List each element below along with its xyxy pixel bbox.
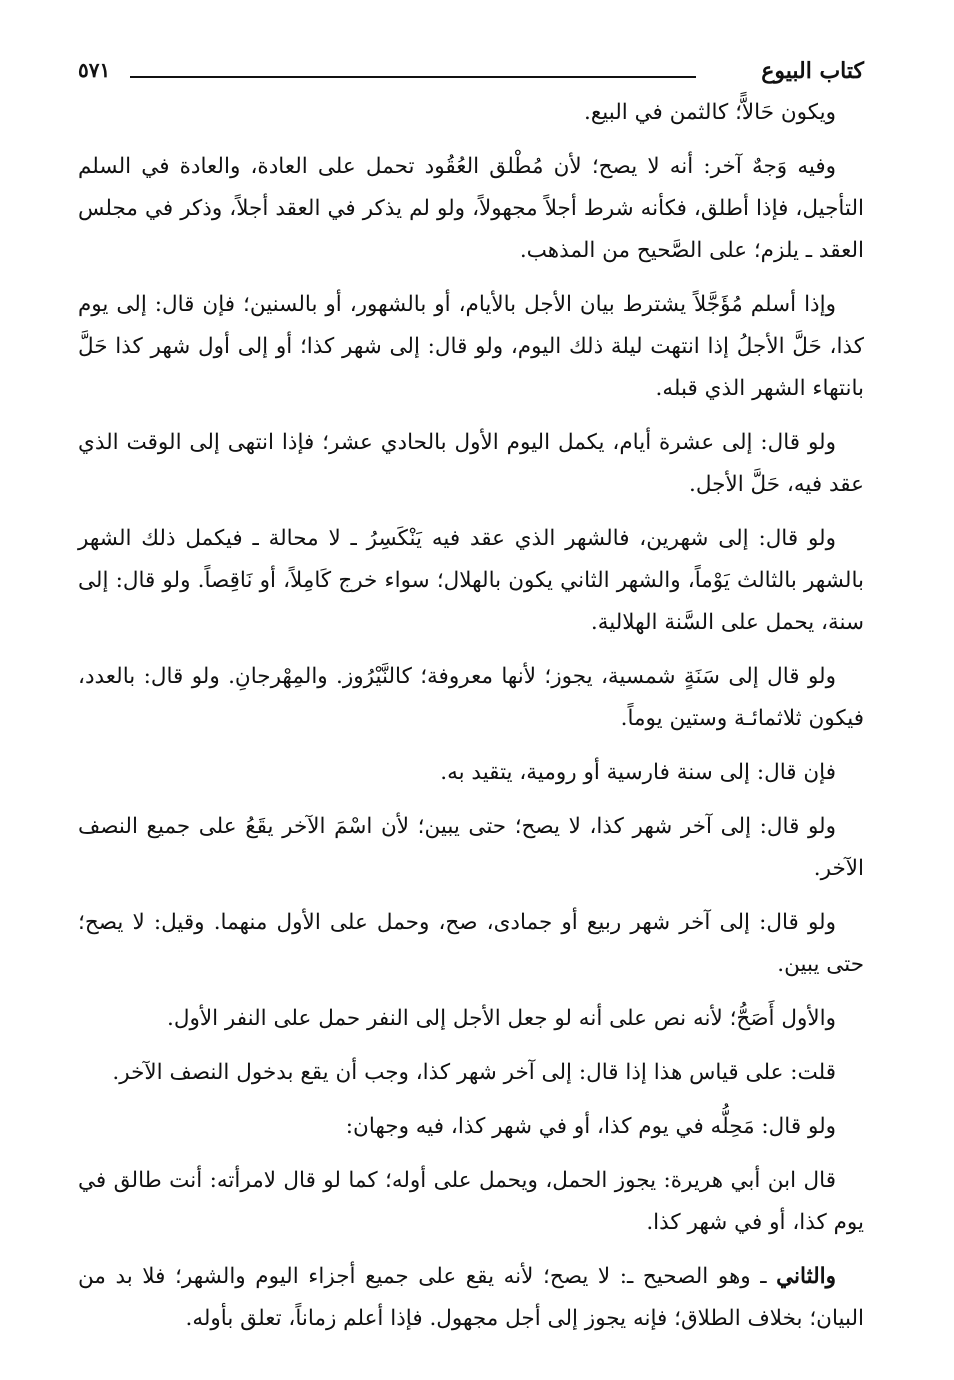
paragraph: وإذا أسلم مُؤَجَّلاً يشترط بيان الأجل بالأيام، أو بالشهور، أو بالسنين؛ فإن قال: إلى يوم كذا، حَلَّ الأجلُ إذا انتهت ليلة ذلك اليوم، ولو قال: إلى شهر كذا؛ أو إلى أول شهر كذا حَلَّ بانتهاء الشهر الذي قبله.: [78, 292, 864, 401]
chapter-title: كتاب البيوع: [761, 58, 864, 84]
page: [78, 52, 864, 1352]
paragraph: والأول أَصَحُّ؛ لأنه نص على أنه لو جعل الأجل إلى النفر حمل على النفر الأول.: [167, 1006, 836, 1031]
paragraph-last: [78, 1256, 864, 1340]
paragraph-rest: ـ وهو الصحيح ـ: لا يصح؛ لأنه يقع على جميع أجزاء اليوم والشهر؛ فلا بد من البيان؛ بخلاف الطلاق؛ فإنه يجوز إلى أجل مجهول. فإذا أعلم زماناً، تعلق بأوله.: [78, 1264, 864, 1331]
paragraph: ولو قال: إلى شهرين، فالشهر الذي عقد فيه يَنْكَسِرُ ـ لا محالة ـ فيكمل ذلك الشهر بالشهر بالثالث يَوْماً، والشهر الثاني يكون بالهلال؛ سواء خرج كَامِلاً، أو نَاقِصاً. ولو قال: إلى سنة، يحمل على السَّنة الهلالية.: [78, 526, 864, 635]
paragraph: فإن قال: إلى سنة فارسية أو رومية، يتقيد به.: [440, 760, 836, 785]
paragraph: ولو قال: إلى آخر شهر كذا، لا يصح؛ حتى يبين؛ لأن اسْمَ الآخر يقَعُ على جميع النصف الآخر.: [78, 814, 864, 881]
bold-lead: والثاني: [776, 1264, 836, 1289]
paragraph: ولو قال: إلى عشرة أيام، يكمل اليوم الأول بالحادي عشر؛ فإذا انتهى إلى الوقت الذي عقد فيه، حَلَّ الأجل.: [78, 430, 864, 497]
page-number: ٥٧١: [78, 58, 111, 82]
running-header: [78, 52, 864, 86]
paragraph: ولو قال: إلى آخر شهر ربيع أو جمادى، صح، وحمل على الأول منهما. وقيل: لا يصح؛ حتى يبين.: [78, 910, 864, 977]
header-rule: [130, 76, 696, 78]
paragraph: ولو قال إلى سَنَةٍ شمسية، يجوز؛ لأنها معروفة؛ كالنَّيْرُوز. والمِهْرجانِ. ولو قال: بالعدد، فيكون ثلاثمائـة وستين يوماً.: [78, 664, 864, 731]
paragraph: وفيه وَجهٌ آخر: أنه لا يصح؛ لأن مُطْلق العُقُود تحمل على العادة، والعادة في السلم التأجيل، فإذا أطلق، فكأنه شرط أجلاً مجهولاً، ولو لم يذكر في العقد أجلاً، وذكر في مجلس العقد ـ يلزم؛ على الصَّحيح من المذهب.: [78, 154, 864, 263]
paragraph: ويكون حَالاًّ؛ كالثمن في البيع.: [583, 100, 836, 125]
paragraph: قلت: على قياس هذا إذا قال: إلى آخر شهر كذا، وجب أن يقع بدخول النصف الآخر.: [112, 1060, 836, 1085]
paragraph: قال ابن أبي هريرة: يجوز الحمل، ويحمل على أوله؛ كما لو قال لامرأته: أنت طالق في يوم كذا، أو في شهر كذا.: [78, 1168, 864, 1235]
body-text: [78, 92, 864, 1340]
paragraph: ولو قال: مَحِلُّه في يوم كذا، أو في شهر كذا، فيه وجهان:: [345, 1114, 836, 1139]
